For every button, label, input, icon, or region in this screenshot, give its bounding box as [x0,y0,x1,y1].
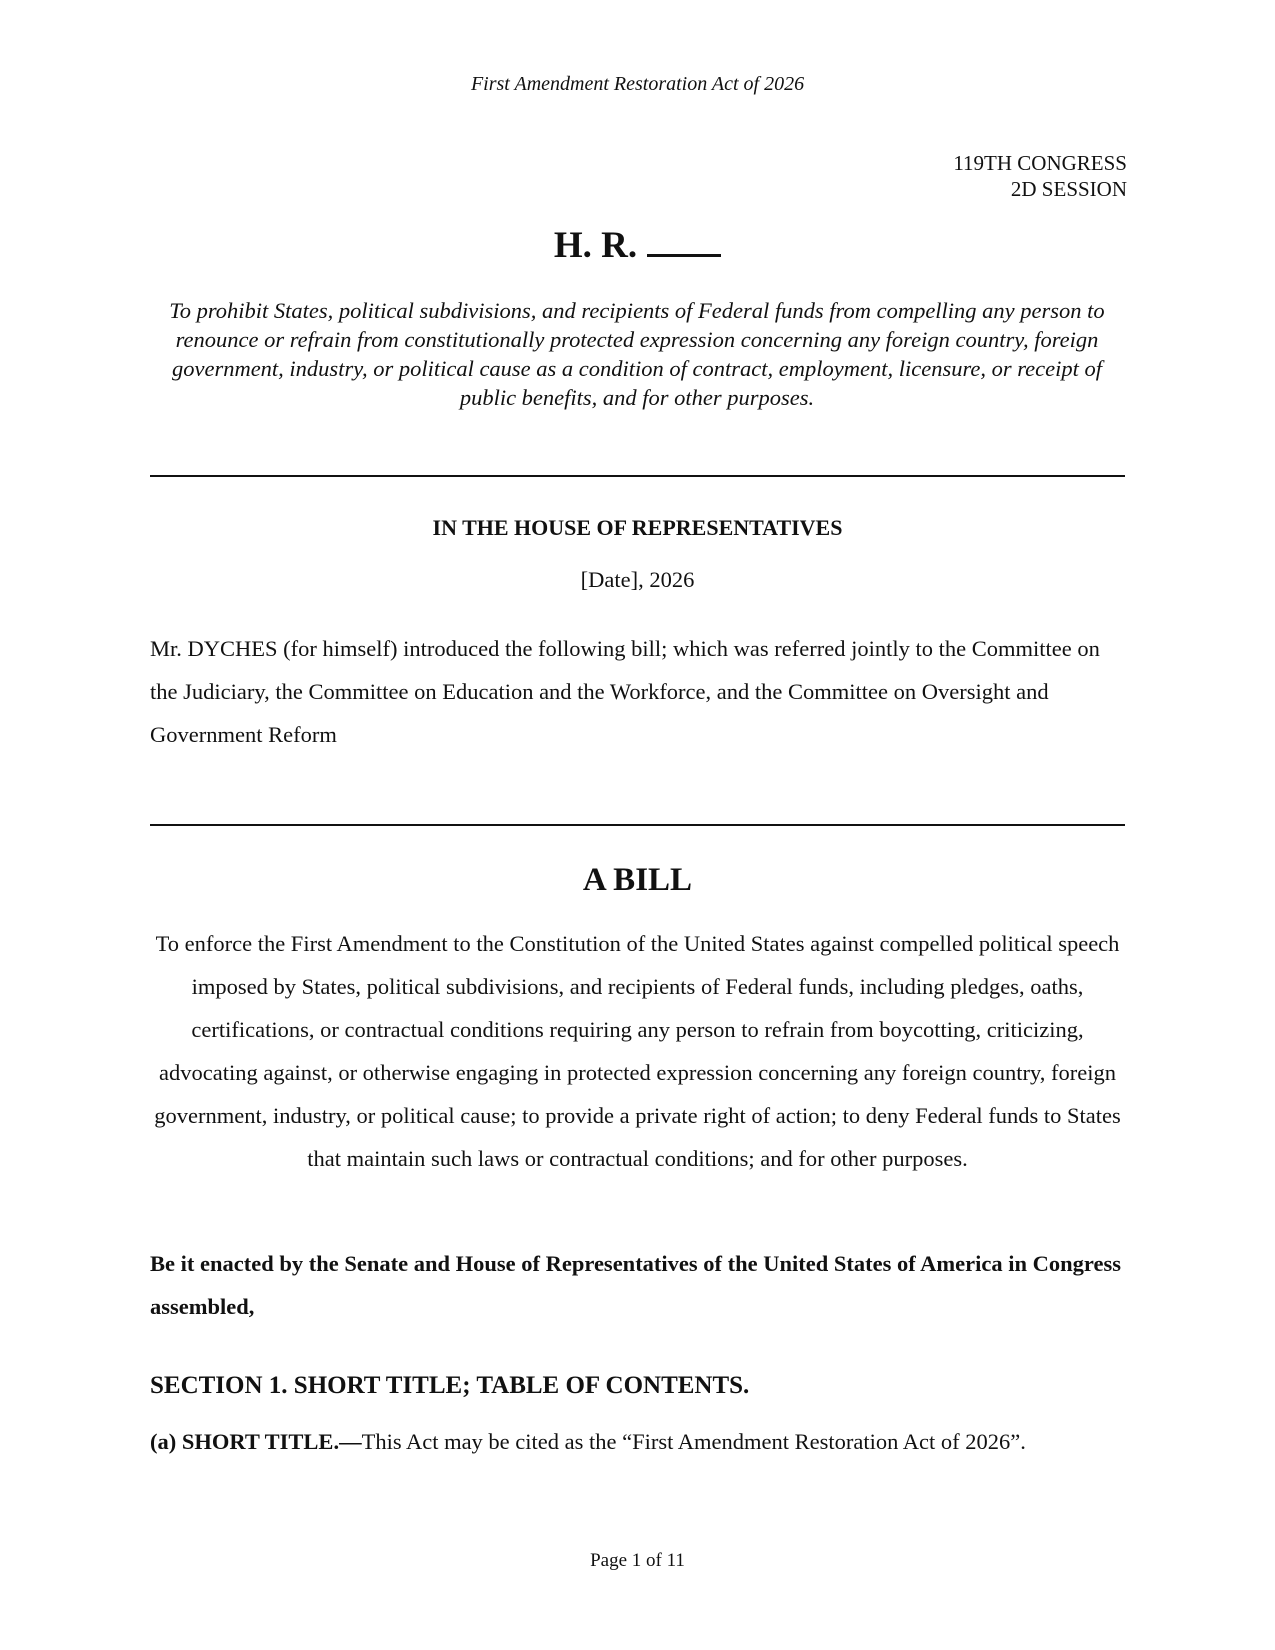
subsection-a [150,1420,1131,1463]
session-line: 2D SESSION [1010,177,1127,201]
subsection-a-label: (a) SHORT TITLE.— [150,1429,362,1454]
a-bill-heading: A BILL [582,862,693,898]
bill-purpose: To prohibit States, political subdivisions, and recipients of Federal funds from compelling any person to renounce or refrain from constitutionally protected expression concerning any foreign country, foreign government, industry, or political cause as a condition of contract, employment, licensure, or receipt of public benefits, and for other purposes. [169,298,1105,410]
bill-long-title: To enforce the First Amendment to the Constitution of the United States against compelled political speech imposed by States, political subdivisions, and recipients of Federal funds, including pledges, oaths, certifications, or contractual conditions requiring any person to refrain from boycotting, criticizing, advocating against, or otherwise engaging in protected expression concerning any foreign country, foreign government, industry, or political cause; to provide a private right of action; to deny Federal funds to States that maintain such laws or contractual conditions; and for other purposes. [154,931,1121,1171]
bill-number-label: H. R. [553,225,638,266]
introduction-date: [Date], 2026 [580,567,695,592]
divider-rule [150,824,1125,826]
congress-line: 119TH CONGRESS [953,151,1127,175]
congress-session-block [953,150,1127,202]
section-1-heading: SECTION 1. SHORT TITLE; TABLE OF CONTENTS. [150,1372,750,1399]
bill-number-blank [647,224,721,257]
enacting-clause: Be it enacted by the Senate and House of Representatives of the United States of America in Congress assembled, [150,1251,1121,1319]
house-heading: IN THE HOUSE OF REPRESENTATIVES [432,515,843,540]
bill-number-heading [0,224,1275,267]
running-header: First Amendment Restoration Act of 2026 [470,73,805,95]
introduction-paragraph: Mr. DYCHES (for himself) introduced the following bill; which was referred jointly to the Committee on the Judiciary, the Committee on Education and the Workforce, and the Committee on Oversight and Government Reform [150,636,1100,747]
subsection-a-text: This Act may be cited as the “First Amendment Restoration Act of 2026”. [361,1429,1026,1454]
page-number: Page 1 of 11 [590,1550,685,1571]
divider-rule [150,475,1125,477]
